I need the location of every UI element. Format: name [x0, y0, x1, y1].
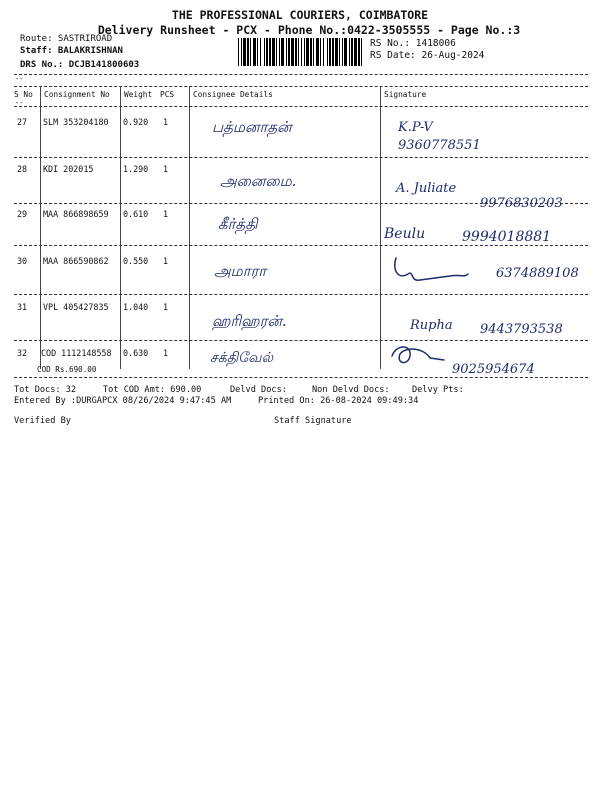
- row-consignment: MAA 866590862: [43, 256, 109, 266]
- route-label: Route: SASTRIROAD: [20, 34, 113, 44]
- staff-signature: Staff Signature: [274, 416, 352, 426]
- cod-note: COD Rs.690.00: [37, 365, 97, 374]
- row-pcs: 1: [163, 164, 169, 174]
- rule-top: [14, 74, 588, 75]
- signature-phone: 9443793538: [480, 322, 563, 337]
- rule-marks: --: [15, 99, 24, 107]
- row-sno: 29: [17, 209, 28, 219]
- signature-scribble: [390, 250, 470, 292]
- row-consignment: COD 1112148558: [41, 348, 112, 358]
- row-rule: [14, 245, 588, 246]
- row-rule: [14, 294, 588, 295]
- total-docs: Tot Docs: 32: [14, 385, 77, 395]
- signature-phone: 9994018881: [462, 229, 552, 245]
- row-pcs: 1: [163, 117, 169, 127]
- runsheet-subtitle: Delivery Runsheet - PCX - Phone No.:0422-3505555 - Page No.:3: [97, 23, 521, 37]
- row-rule: [14, 340, 588, 341]
- col-header-consignee: Consignee Details: [193, 90, 273, 99]
- consignee-handwritten: சக்திவேல்: [210, 350, 274, 366]
- non-delivered-docs: Non Delvd Docs:: [312, 385, 390, 395]
- col-header-consignment: Consignment No: [44, 90, 110, 99]
- row-weight: 0.630: [123, 348, 149, 358]
- verified-by: Verified By: [14, 416, 71, 426]
- row-consignment: SLM 353204180: [43, 117, 109, 127]
- rule-header-top: [14, 86, 588, 87]
- row-weight: 0.920: [123, 117, 149, 127]
- signature-phone: 6374889108: [496, 266, 579, 281]
- consignee-handwritten: அனைமை.: [220, 172, 297, 190]
- signature-text: Rupha: [410, 318, 453, 333]
- row-sno: 32: [17, 348, 28, 358]
- col-separator: [40, 86, 41, 369]
- signature-phone: 9976830203: [480, 196, 563, 211]
- col-header-weight: Weight: [124, 90, 153, 99]
- total-cod-amount: Tot COD Amt: 690.00: [103, 385, 202, 395]
- signature-text: K.P-V: [398, 120, 433, 135]
- row-weight: 1.040: [123, 302, 149, 312]
- row-consignment: VPL 405427835: [43, 302, 109, 312]
- col-header-pcs: PCS: [160, 90, 175, 99]
- row-weight: 0.610: [123, 209, 149, 219]
- row-sno: 30: [17, 256, 28, 266]
- row-pcs: 1: [163, 209, 169, 219]
- signature-scribble: [388, 340, 448, 370]
- row-rule: [14, 106, 588, 107]
- consignee-handwritten: அமாரா: [214, 262, 267, 280]
- drs-number: DRS No.: DCJB141800603: [20, 60, 140, 70]
- delivered-docs: Delvd Docs:: [230, 385, 287, 395]
- consignee-handwritten: கீர்த்தி: [218, 215, 258, 233]
- signature-text: A. Juliate: [396, 181, 457, 196]
- col-separator: [189, 86, 190, 369]
- row-consignment: KDI 202015: [43, 164, 94, 174]
- entered-by: Entered By :DURGAPCX 08/26/2024 9:47:45 AM: [14, 396, 232, 406]
- col-header-signature: Signature: [384, 90, 427, 99]
- rs-number: RS No.: 1418006: [370, 38, 456, 49]
- signature-text: Beulu: [384, 226, 426, 242]
- col-header-sno: S No: [14, 90, 33, 99]
- row-pcs: 1: [163, 302, 169, 312]
- row-consignment: MAA 866898659: [43, 209, 109, 219]
- rs-date: RS Date: 26-Aug-2024: [370, 50, 485, 61]
- row-rule: [14, 377, 588, 378]
- row-sno: 31: [17, 302, 28, 312]
- row-pcs: 1: [163, 256, 169, 266]
- company-title: THE PROFESSIONAL COURIERS, COIMBATORE: [171, 8, 429, 22]
- barcode-image: [238, 38, 366, 66]
- consignee-handwritten: ஹரிஹரன்.: [212, 312, 287, 330]
- delivery-points: Delvy Pts:: [412, 385, 464, 395]
- row-pcs: 1: [163, 348, 169, 358]
- row-weight: 1.290: [123, 164, 149, 174]
- col-separator: [380, 86, 381, 369]
- row-weight: 0.550: [123, 256, 149, 266]
- row-sno: 27: [17, 117, 28, 127]
- rule-marks: --: [15, 75, 24, 83]
- signature-phone: 9025954674: [452, 362, 535, 377]
- signature-phone: 9360778551: [398, 138, 481, 153]
- col-separator: [120, 86, 121, 369]
- staff-label: Staff: BALAKRISHNAN: [20, 46, 123, 56]
- consignee-handwritten: பத்மனாதன்: [212, 118, 292, 136]
- row-rule: [14, 157, 588, 158]
- printed-on: Printed On: 26-08-2024 09:49:34: [258, 396, 419, 406]
- row-sno: 28: [17, 164, 28, 174]
